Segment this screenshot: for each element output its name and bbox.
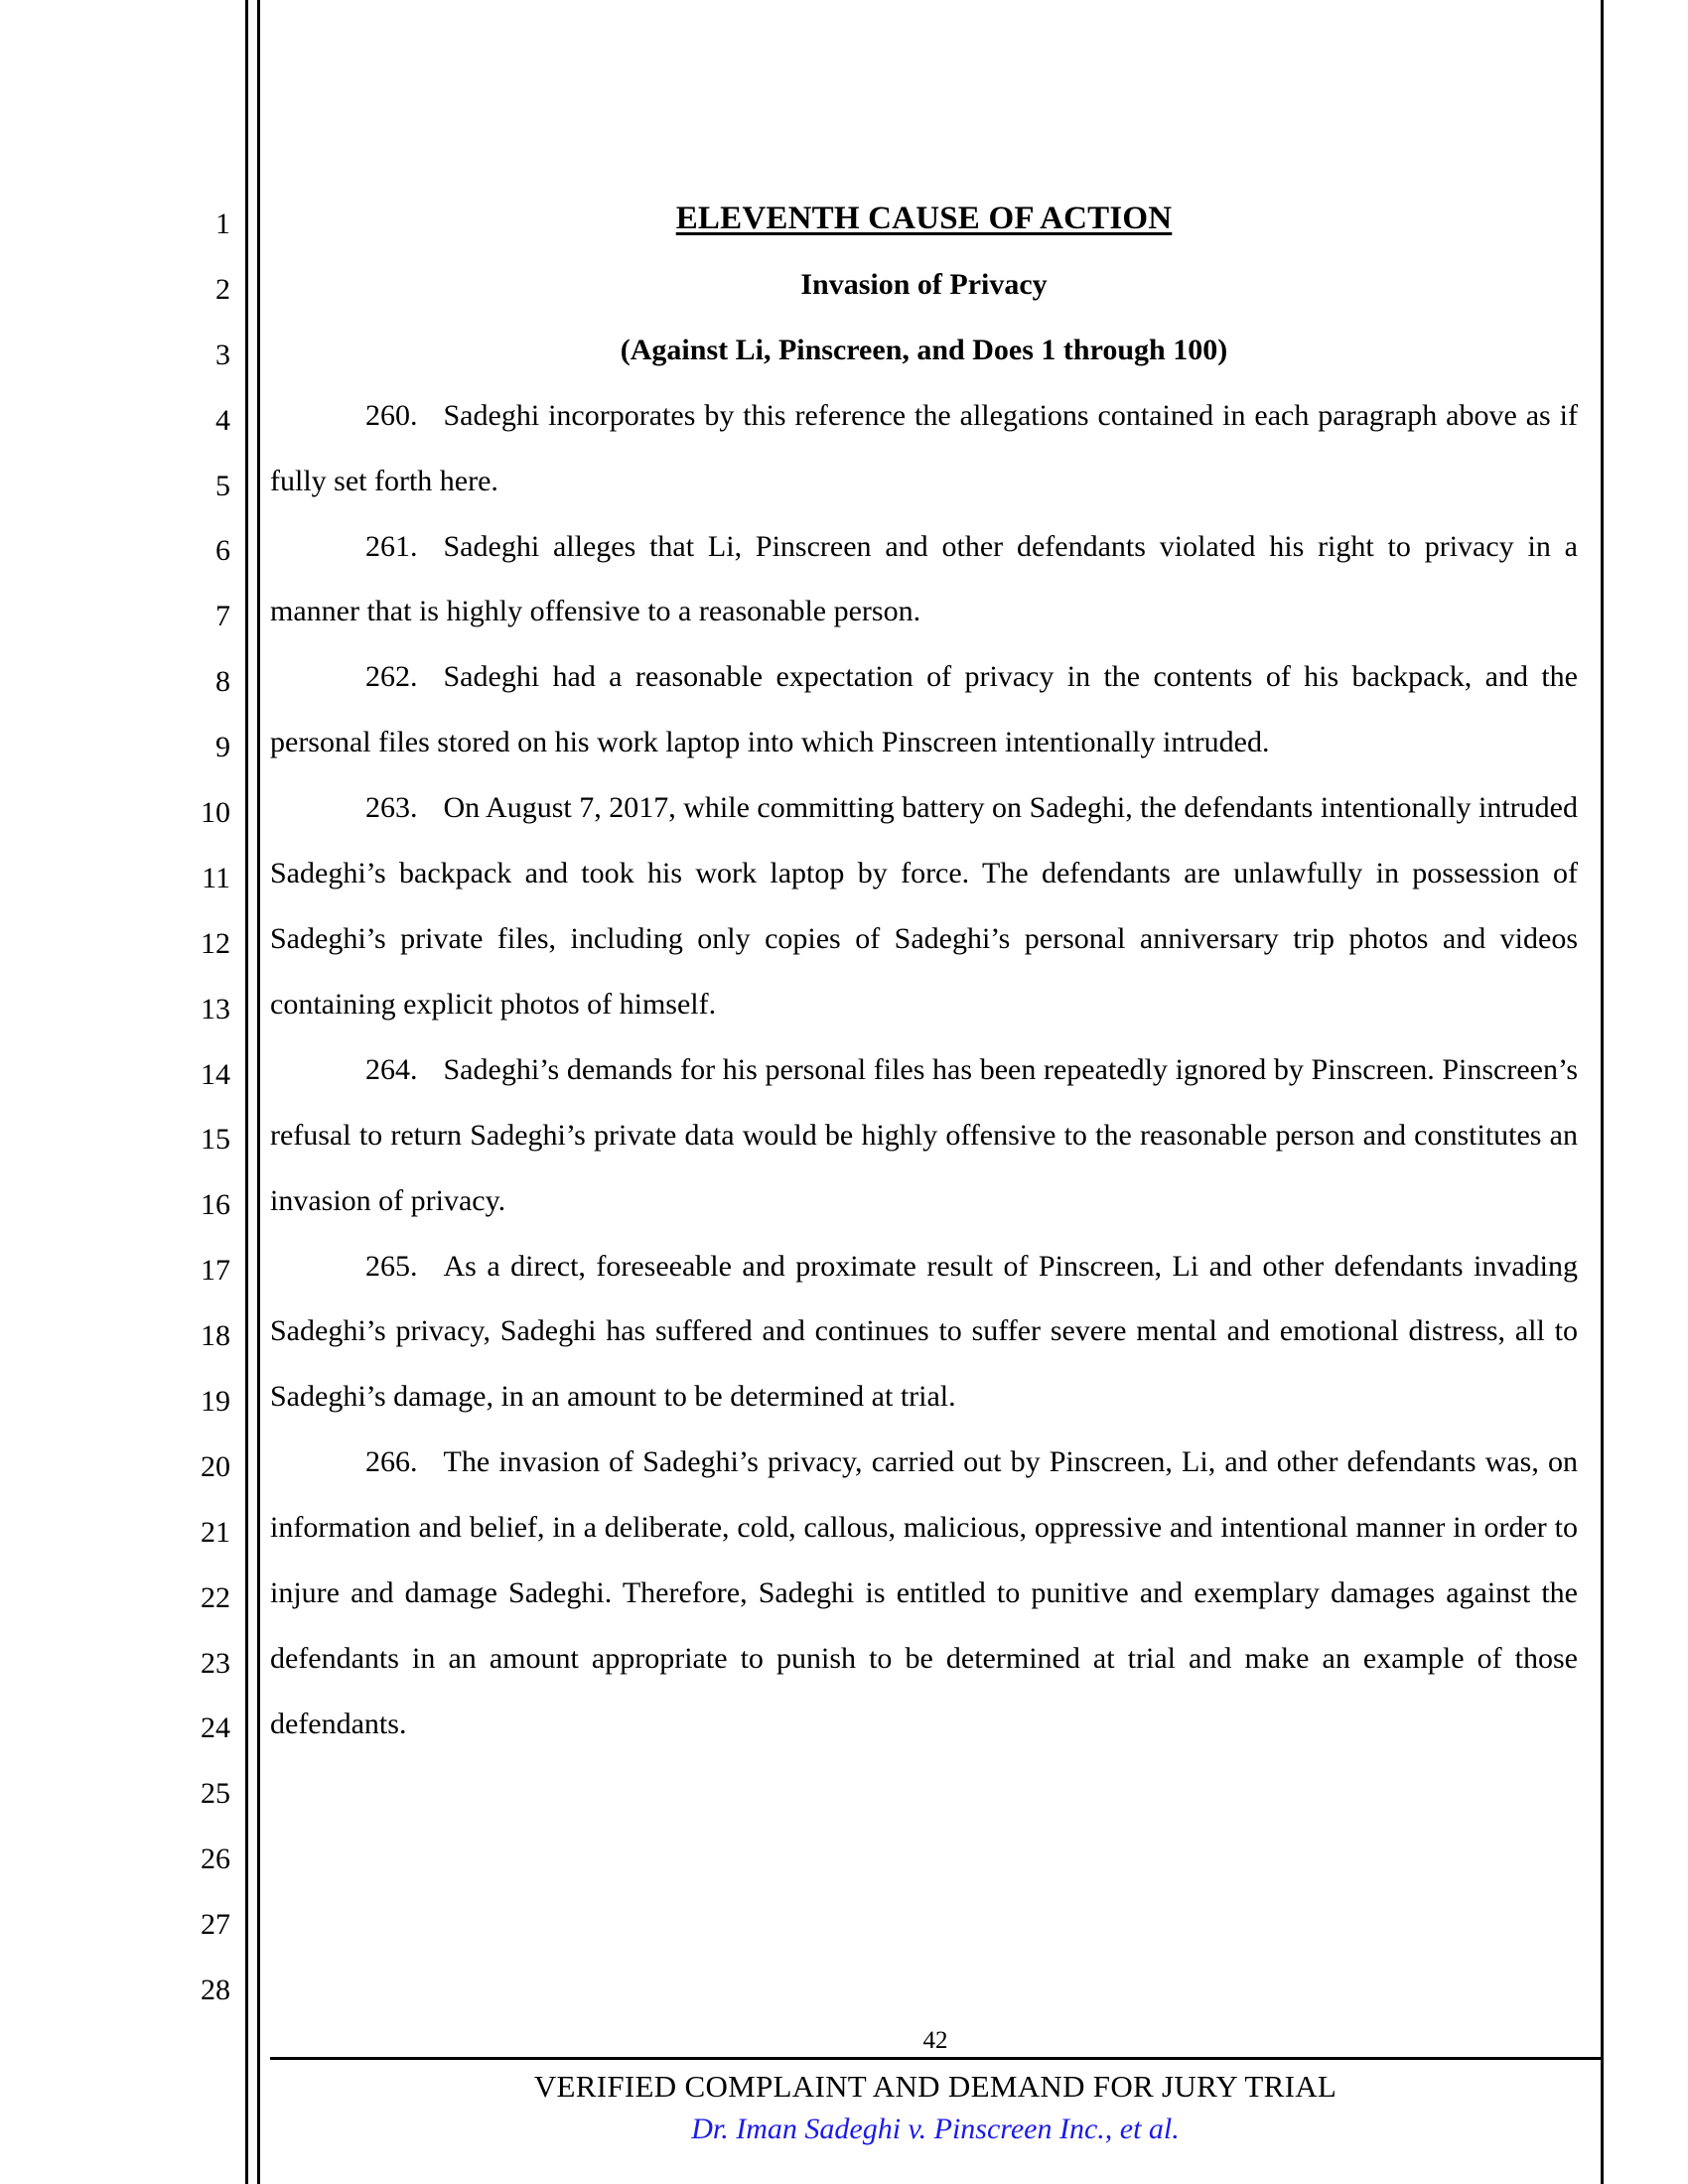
line-number: 25 — [201, 1777, 230, 1811]
paragraph-number: 264. — [365, 1052, 418, 1086]
line-number: 5 — [215, 469, 230, 502]
line-number: 15 — [201, 1123, 230, 1157]
paragraph-text: Sadeghi incorporates by this reference the allegations contained in each paragraph above as if fully set forth here. — [270, 398, 1578, 497]
paragraph-262 — [270, 644, 1578, 775]
paragraph-text: On August 7, 2017, while committing battery on Sadeghi, the defendants intentionally intruded Sadeghi’s backpack and took his work laptop by force. The defendants are unlawfully in possession of Sadeghi’s private files, including only copies of Sadeghi’s personal anniversary trip photos and videos containing explicit photos of himself. — [270, 791, 1578, 1021]
paragraph-number: 263. — [365, 791, 418, 825]
line-number: 2 — [215, 272, 230, 306]
paragraph-265 — [270, 1234, 1578, 1431]
line-number-column — [169, 192, 230, 2023]
paragraph-number: 260. — [365, 398, 418, 432]
line-number: 24 — [201, 1711, 230, 1745]
left-margin-rule-outer — [245, 0, 248, 2184]
paragraph-263 — [270, 775, 1578, 1037]
line-number: 20 — [201, 1449, 230, 1483]
line-number: 7 — [215, 600, 230, 633]
footer-document-title: VERIFIED COMPLAINT AND DEMAND FOR JURY TRIAL — [533, 2069, 1337, 2104]
document-body — [270, 187, 1578, 1757]
left-margin-rule-inner — [257, 0, 260, 2184]
line-number: 18 — [201, 1319, 230, 1353]
paragraph-266 — [270, 1430, 1578, 1757]
line-number: 17 — [201, 1254, 230, 1288]
paragraph-number: 261. — [365, 529, 418, 563]
cause-of-action-heading: ELEVENTH CAUSE OF ACTION — [675, 201, 1173, 236]
paragraph-text: Sadeghi’s demands for his personal files has been repeatedly ignored by Pinscreen. Pinscreen’s refusal to return Sadeghi’s private data would be highly offensive to the reasonable person and constitutes an invasion of privacy. — [270, 1052, 1578, 1217]
right-margin-rule — [1601, 0, 1604, 2184]
paragraph-text: Sadeghi alleges that Li, Pinscreen and other defendants violated his right to privacy in a manner that is highly offensive to a reasonable person. — [270, 529, 1578, 628]
line-number: 16 — [201, 1188, 230, 1222]
line-number: 14 — [201, 1057, 230, 1091]
line-number: 11 — [202, 861, 230, 894]
line-number: 9 — [215, 731, 230, 764]
paragraph-text: The invasion of Sadeghi’s privacy, carried out by Pinscreen, Li, and other defendants was, on information and belief, in a deliberate, cold, callous, malicious, oppressive and intentional manner in order to injure and damage Sadeghi. Therefore, Sadeghi is entitled to punitive and exemplary damages against the defendants in an amount appropriate to punish to be determined at trial and make an example of those defendants. — [270, 1445, 1578, 1740]
line-number: 8 — [215, 665, 230, 699]
line-number: 19 — [201, 1385, 230, 1419]
line-number: 10 — [201, 796, 230, 830]
against-heading: (Against Li, Pinscreen, and Does 1 through 100) — [620, 333, 1228, 366]
line-number: 26 — [201, 1843, 230, 1876]
line-number: 22 — [201, 1580, 230, 1614]
paragraph-260 — [270, 383, 1578, 514]
line-number: 3 — [215, 338, 230, 371]
paragraph-264 — [270, 1037, 1578, 1234]
line-number: 12 — [201, 926, 230, 960]
page-number: 42 — [922, 2027, 948, 2054]
line-number: 28 — [201, 1974, 230, 2007]
line-number: 6 — [215, 534, 230, 568]
line-number: 13 — [201, 992, 230, 1025]
claim-heading: Invasion of Privacy — [800, 267, 1048, 301]
line-number: 21 — [201, 1515, 230, 1549]
line-number: 27 — [201, 1908, 230, 1942]
paragraph-number: 262. — [365, 660, 418, 694]
page-footer — [270, 2027, 1601, 2150]
line-number: 1 — [215, 207, 230, 240]
paragraph-261 — [270, 514, 1578, 645]
paragraph-number: 265. — [365, 1249, 418, 1283]
paragraph-number: 266. — [365, 1445, 418, 1479]
paragraph-text: As a direct, foreseeable and proximate result of Pinscreen, Li and other defendants invading Sadeghi’s privacy, Sadeghi has suffered and continues to suffer severe mental and emotional distress, all to Sadeghi’s damage, in an amount to be determined at trial. — [270, 1249, 1578, 1414]
line-number: 23 — [201, 1646, 230, 1680]
line-number: 4 — [215, 403, 230, 437]
footer-case-caption: Dr. Iman Sadeghi v. Pinscreen Inc., et al. — [691, 2113, 1180, 2145]
paragraph-text: Sadeghi had a reasonable expectation of privacy in the contents of his backpack, and the personal files stored on his work laptop into which Pinscreen intentionally intruded. — [270, 660, 1578, 759]
heading-block — [270, 187, 1578, 383]
